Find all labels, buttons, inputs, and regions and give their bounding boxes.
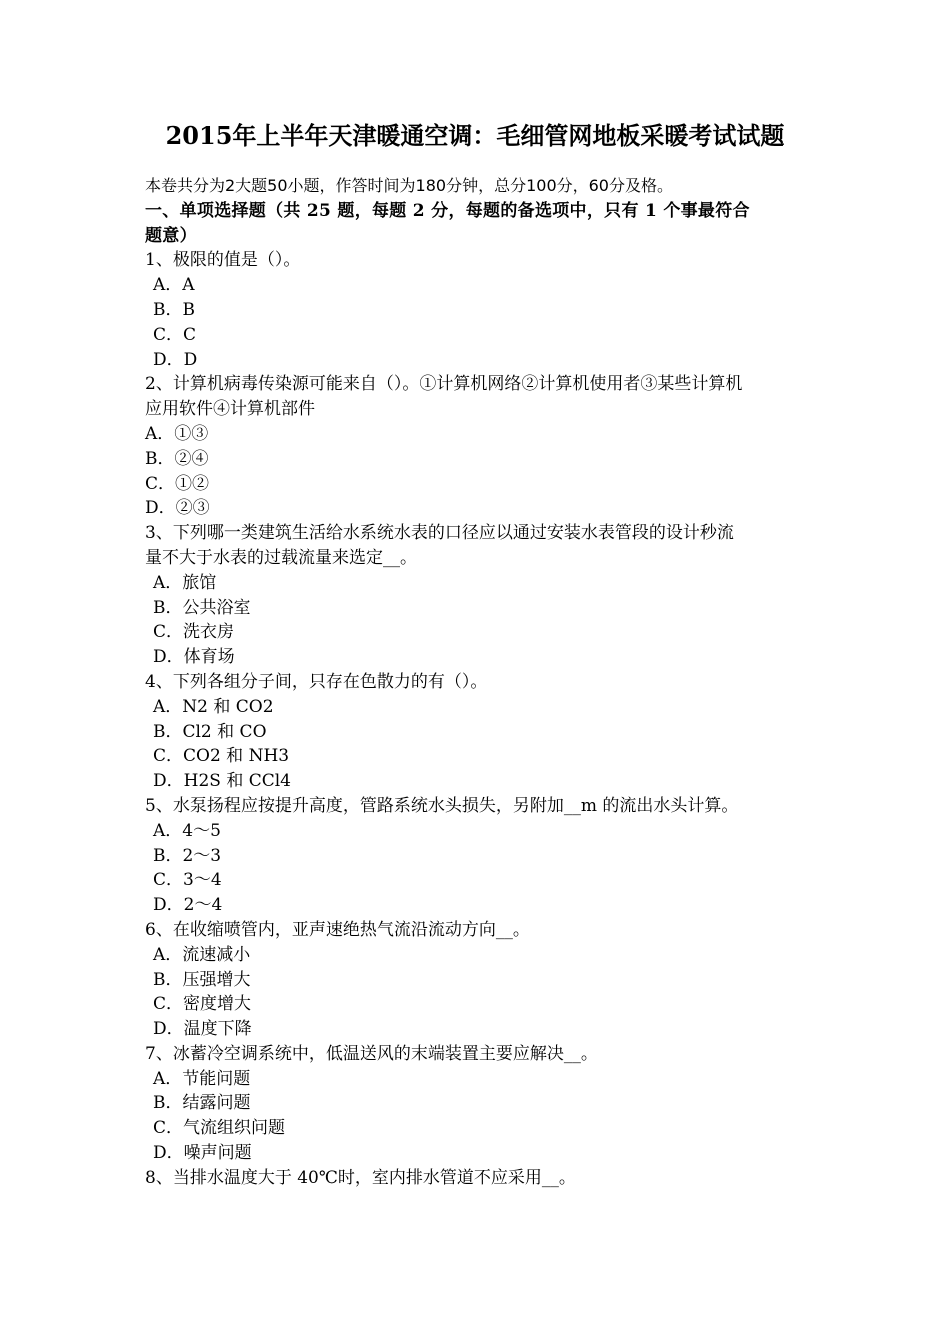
question-8 <box>145 1166 817 1191</box>
answer-option: D．H2S 和 CCl4 <box>153 771 291 792</box>
question-4 <box>145 670 817 794</box>
answer-option: B．结露问题 <box>153 1093 251 1114</box>
answer-option: A．①③ <box>145 423 209 444</box>
question-stem-continued: 量不大于水表的过载流量来选定__。 <box>145 547 417 568</box>
answer-option: C．3～4 <box>153 870 222 891</box>
answer-option: C．洗衣房 <box>153 622 235 643</box>
answer-option: C．①② <box>145 473 210 494</box>
question-stem: 8、当排水温度大于 40℃时，室内排水管道不应采用__。 <box>145 1167 576 1188</box>
question-stem: 4、下列各组分子间，只存在色散力的有（）。 <box>145 671 488 692</box>
question-1 <box>145 248 817 372</box>
answer-option: D．D <box>153 349 198 370</box>
answer-option: B．B <box>153 299 195 320</box>
answer-option: D．体育场 <box>153 647 235 668</box>
answer-option: A．流速减小 <box>153 944 251 965</box>
answer-option: A．N2 和 CO2 <box>153 696 274 717</box>
question-6 <box>145 918 817 1042</box>
section-heading: 一、单项选择题（共 25 题，每题 2 分，每题的备选项中，只有 1 个事最符合 <box>145 200 750 221</box>
question-7 <box>145 1042 817 1166</box>
question-stem: 7、冰蓄冷空调系统中，低温送风的末端装置主要应解决__。 <box>145 1043 598 1064</box>
answer-option: B．2～3 <box>153 845 222 866</box>
answer-option: C．密度增大 <box>153 994 252 1015</box>
exam-intro: 本卷共分为2大题50小题，作答时间为180分钟，总分100分，60分及格。 <box>145 176 673 195</box>
question-3 <box>145 521 817 670</box>
question-stem: 1、极限的值是（）。 <box>145 250 301 271</box>
answer-option: D．温度下降 <box>153 1019 252 1040</box>
question-stem-continued: 应用软件④计算机部件 <box>145 399 315 420</box>
question-list <box>145 248 817 1190</box>
answer-option: C．C <box>153 324 197 345</box>
answer-option: B．公共浴室 <box>153 597 251 618</box>
answer-option: C．CO2 和 NH3 <box>153 746 290 767</box>
answer-option: C．气流组织问题 <box>153 1118 286 1139</box>
question-5 <box>145 794 817 918</box>
document-title: 2015年上半年天津暖通空调：毛细管网地板采暖考试试题 <box>165 121 785 150</box>
question-stem: 6、在收缩喷管内，亚声速绝热气流沿流动方向__。 <box>145 919 530 940</box>
question-stem: 2、计算机病毒传染源可能来自（）。①计算机网络②计算机使用者③某些计算机 <box>145 374 743 395</box>
question-2 <box>145 372 817 521</box>
answer-option: A．4～5 <box>153 820 221 841</box>
question-stem: 3、下列哪一类建筑生活给水系统水表的口径应以通过安装水表管段的设计秒流 <box>145 523 734 544</box>
answer-option: B．压强增大 <box>153 969 251 990</box>
answer-option: A．节能问题 <box>153 1068 251 1089</box>
answer-option: D．2～4 <box>153 895 223 916</box>
exam-content <box>145 174 817 1191</box>
answer-option: D．②③ <box>145 498 210 519</box>
answer-option: A．A <box>153 275 195 296</box>
answer-option: B．Cl2 和 CO <box>153 721 267 742</box>
answer-option: A．旅馆 <box>153 572 217 593</box>
answer-option: B．②④ <box>145 448 209 469</box>
answer-option: D．噪声问题 <box>153 1143 252 1164</box>
question-stem: 5、水泵扬程应按提升高度，管路系统水头损失，另附加__m 的流出水头计算。 <box>145 795 739 816</box>
section-heading-continued: 题意） <box>145 225 197 246</box>
